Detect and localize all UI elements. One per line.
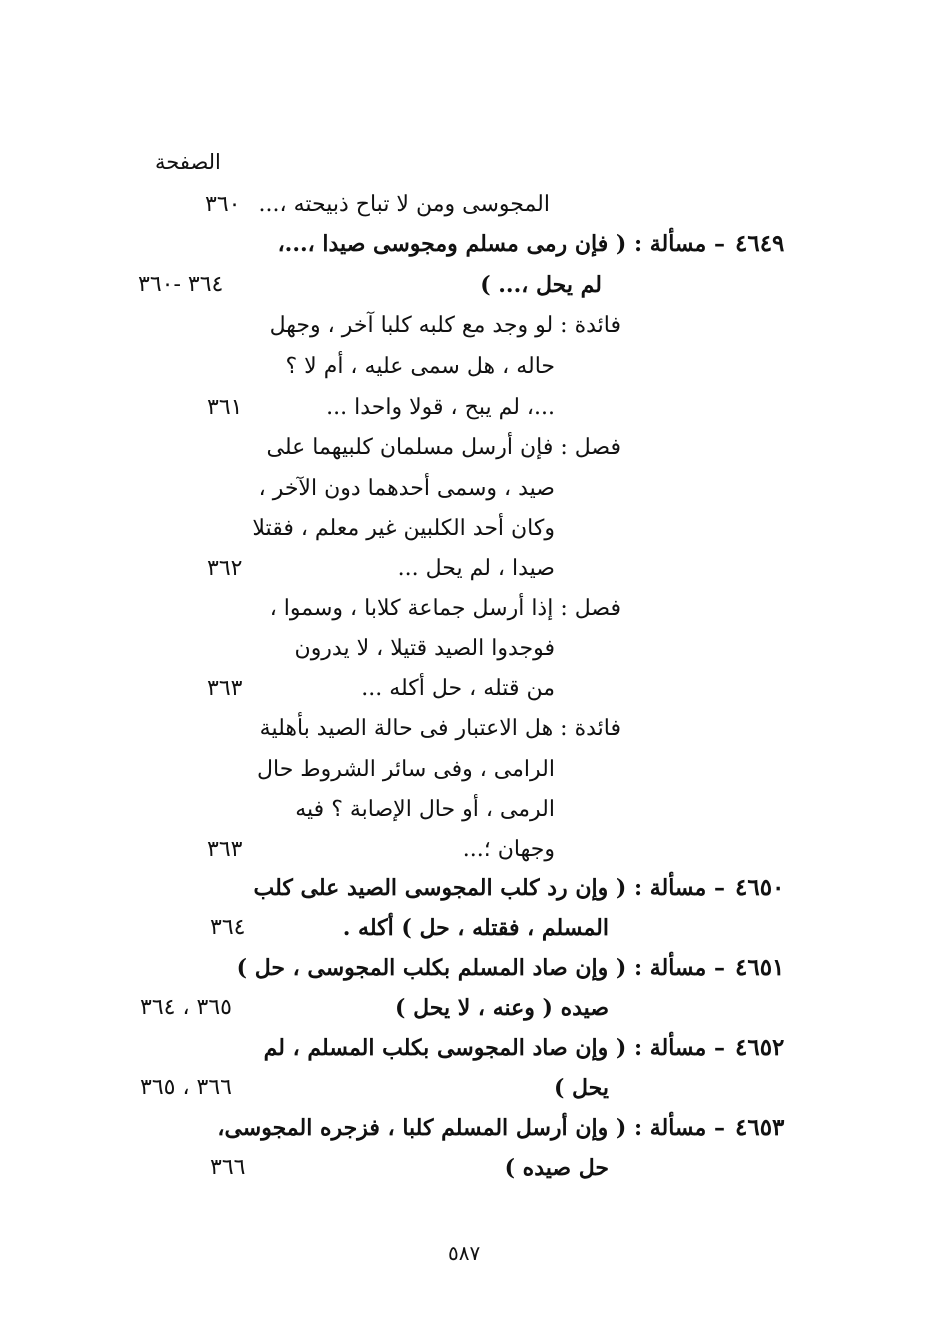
entry-number: ٤٦٥١ [735, 954, 785, 981]
entry-text: الرامى ، وفى سائر الشروط حال [257, 757, 555, 782]
entry-page-ref: ٣٦٦ [210, 1155, 246, 1180]
entry-text: صيده ( وعنه ، لا يحل ) [395, 995, 609, 1021]
entry-number: ٤٦٤٩ [735, 230, 785, 257]
entry-text: فصل : إذا أرسل جماعة كلابا ، وسموا ، [269, 596, 621, 621]
entry-text: – مسألة : ( وإن صاد المجوسى بكلب المسلم ، لم [263, 1035, 725, 1061]
entry-page-ref: ٣٦٠ [205, 192, 241, 217]
entry-text: حاله ، هل سمى عليه ، أم لا ؟ [285, 354, 555, 379]
entry-text: المجوسى ومن لا تباح ذبيحته ،... [258, 192, 550, 217]
entry-page-ref: ٣٦٣ [207, 837, 243, 862]
entry-number: ٤٦٥٣ [735, 1114, 785, 1141]
entry-text: – مسألة : ( وإن صاد المسلم بكلب المجوسى ، حل ) [236, 955, 725, 981]
entry-text: فائدة : هل الاعتبار فى حالة الصيد بأهلية [259, 716, 621, 741]
entry-text: ...، لم يبح ، قولا واحدا ... [326, 395, 555, 420]
entry-text: – مسألة : ( فإن رمى مسلم ومجوسى صيدا ،...، [277, 231, 725, 257]
entry-page-ref: ٣٦٤ [210, 915, 246, 940]
entry-text: لم يحل ،... ) [480, 272, 602, 298]
entry-text: فصل : فإن أرسل مسلمان كلبيهما على [266, 435, 621, 460]
entry-text: الرمى ، أو حال الإصابة ؟ فيه [295, 797, 555, 822]
page-number: ٥٨٧ [448, 1241, 481, 1265]
entry-page-ref: ٣٦٣ [207, 676, 243, 701]
entry-text: فائدة : لو وجد مع كلبه كلبا آخر ، وجهل [269, 313, 621, 338]
entry-page-ref: ٣٦٢ [207, 556, 243, 581]
entry-text: وجهان ؛... [462, 837, 555, 862]
page-column-header: الصفحة [155, 150, 221, 174]
entry-text: صيدا ، لم يحل ... [397, 556, 555, 581]
entry-text: يحل ) [553, 1075, 609, 1101]
entry-text: فوجدوا الصيد قتيلا ، لا يدرون [294, 636, 555, 661]
entry-page-ref: ٣٦١ [207, 395, 243, 420]
entry-text: المسلم ، فقتله ، حل ) أكله . [342, 915, 609, 941]
entry-number: ٤٦٥٢ [735, 1034, 785, 1061]
entry-text: من قتله ، حل أكله ... [361, 676, 555, 701]
entry-text: صيد ، وسمى أحدهما دون الآخر ، [258, 476, 555, 501]
entry-page-ref: ٣٦٤ -٣٦٠ [138, 272, 224, 297]
entry-text: حل صيده ) [504, 1155, 609, 1181]
entry-page-ref: ٣٦٦ ، ٣٦٥ [140, 1075, 232, 1100]
entry-number: ٤٦٥٠ [735, 874, 785, 901]
entry-text: – مسألة : ( وإن أرسل المسلم كلبا ، فزجره المجوسى، [217, 1115, 725, 1141]
entry-page-ref: ٣٦٥ ، ٣٦٤ [140, 995, 232, 1020]
entry-text: وكان أحد الكلبين غير معلم ، فقتلا [252, 516, 555, 541]
entry-text: – مسألة : ( وإن رد كلب المجوسى الصيد على كلب [253, 875, 725, 901]
